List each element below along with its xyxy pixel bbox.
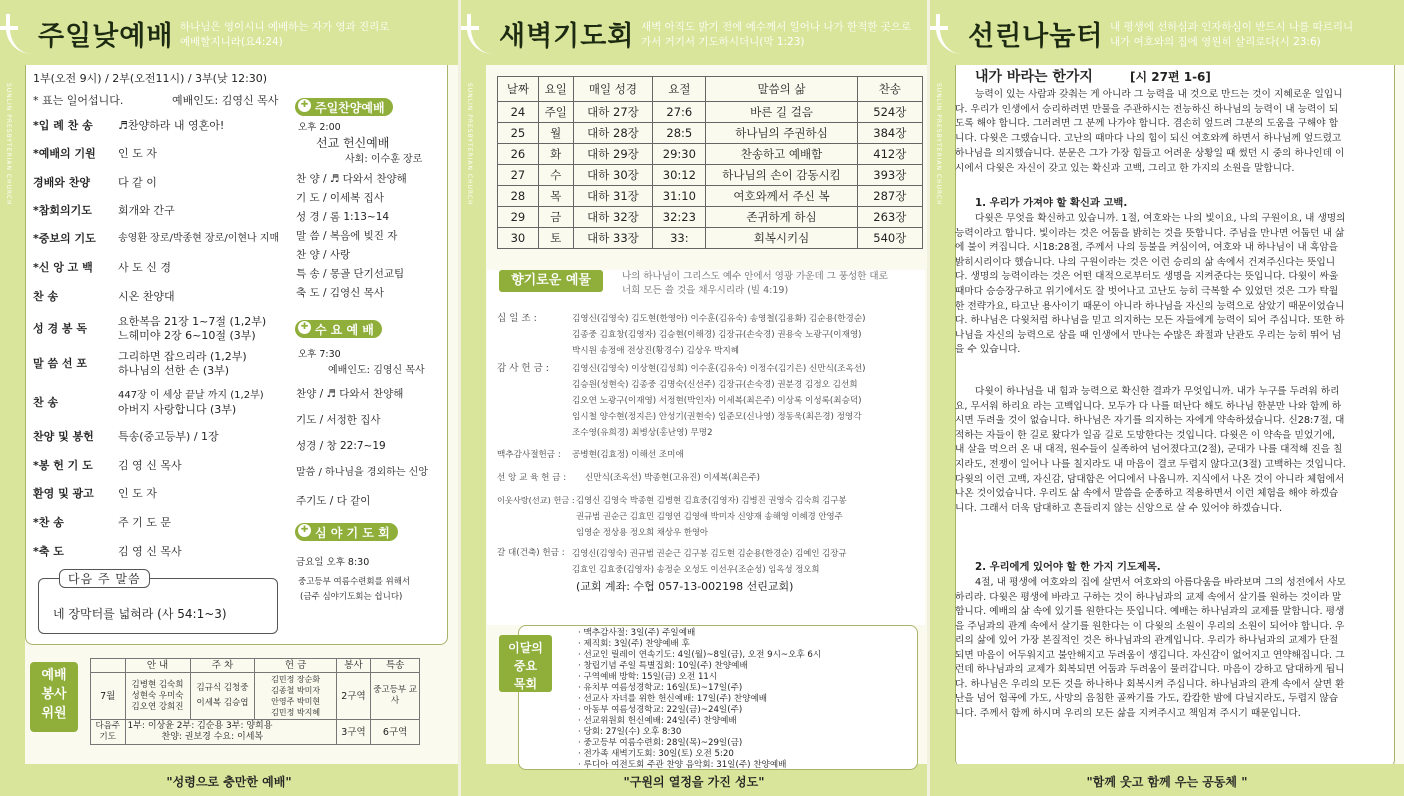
table-header: 말씀의 삶 <box>706 77 857 102</box>
standing-note: * 표는 일어섭니다. <box>33 94 124 107</box>
list-item: · 구역예배 방학: 15일(금) 오전 11시 <box>578 672 718 682</box>
order-label: *찬 송 <box>33 516 64 529</box>
list-item: · 제직회: 3일(주) 찬양예배 후 <box>578 639 690 649</box>
worship-leader: 예배인도: 김영신 목사 <box>172 94 279 107</box>
table-cell: 3구역 <box>336 720 371 745</box>
table-header: 요절 <box>653 77 706 102</box>
dawn-prayer-table <box>497 76 923 249</box>
table-header: 특송 <box>371 659 420 673</box>
wed-leader: 예배인도: 김영신 목사 <box>328 365 425 376</box>
side-strip <box>0 65 25 764</box>
side-church-name: SUNLIN PRESBYTERIAN CHURCH <box>466 83 473 206</box>
order-value: 다 같 이 <box>118 176 157 189</box>
praise-line: 찬 양 / 사랑 <box>296 249 351 261</box>
offering-label: 감 사 헌 금 : <box>497 363 549 374</box>
article-reference: [시 27편 1-6] <box>1130 70 1211 84</box>
offering-label: 선 앙 교 육 헌 금 : <box>497 473 567 483</box>
list-item: · 창립기념 주일 특별집회: 10일(주) 찬양예배 <box>578 661 748 671</box>
table-cell: 중고등부 교사 <box>371 673 420 720</box>
article-subheading: 2. 우리에게 있어야 할 한 가지 기도제목. <box>975 561 1161 573</box>
order-value: 인 도 자 <box>118 487 157 500</box>
offering-line: 김오연 노광구(이재영) 서정현(박인자) 이세복(최은주) 이상록 이성록(최승덕) <box>572 396 862 406</box>
panel-title: 선린나눔터 <box>968 21 1104 52</box>
offering-label: 맥추감사절헌금 : <box>497 450 561 460</box>
table-row: 27 수 대하 30장 30:12 하나님의 손이 감동시킴 393장 <box>498 165 923 186</box>
offering-line: 임시철 양수현(정지은) 안성기(권현숙) 임준모(신나영) 정동욱(최은경) 정영각 <box>572 412 862 422</box>
offering-line: 김영신 김영숙 박종현 김병현 김효중(김영자) 김병진 권영숙 김숙희 김구봉 <box>576 495 847 505</box>
table-cell: 6구역 <box>371 720 420 745</box>
order-label: *입 례 찬 송 <box>33 119 93 132</box>
service-times: 1부(오전 9시) / 2부(오전11시) / 3부(낮 12:30) <box>33 72 268 85</box>
side-strip <box>930 65 955 764</box>
offering-heading: 향기로운 예물 <box>499 270 603 292</box>
night-time: 금요일 오후 8:30 <box>296 557 370 568</box>
article-paragraph: 다윗은 무엇을 확신하고 있습니까. 1절, 여호와는 나의 빛이요, 나의 구원이요, 내 생명의 능력이라고 합니다. 빛이라는 것은 어둠을 밝히는 것을 뜻합니다. 주님을 만나면 어둡던 내 삶에 불이 켜집니다. 시18:28절, 주께서 나의 등불을 켜심이여, 여호와 내 하나님이 내 흑암을 밝히시리이다 했습니다. 나의 구원이라는 것은 이런 승리의 삶 속에서 건져주신다는 뜻입니다. 생명의 능력이라는 것은 어떤 대적으로부터도 생명을 지켜준다는 뜻입니다. 다윗이 싸울 때마다 승승장구하고 위기에서도 잘 벗어나고 고난도 능히 극복할 수 있었던 것은 그가 탁월한 전략가요, 타고난 용사이기 때문이 아니라 하나님을 자신의 능력으로 삼았기 때문이었습니다. 하나님은 다윗처럼 하나님을 믿고 의지하는 모든 자들에게 능력이 되어 주십니다. 또한 하나님을 자신의 능력으로 삼을 때 인생에서 만나는 수많은 좌절과 난관도 우리는 능히 뛰어 넘을 수 있습니다. <box>955 213 1346 356</box>
table-row: 25 월 대하 28장 28:5 하나님의 주권하심 384장 <box>498 123 923 144</box>
table-cell: 2구역 <box>336 673 371 720</box>
table-row <box>91 673 420 720</box>
table-cell: 김병현 김숙희 성현숙 우미숙 김오연 강희진 <box>125 673 190 720</box>
panel-title: 주일낮예배 <box>38 21 174 52</box>
wed-line: 기도 / 서정한 집사 <box>296 414 381 426</box>
table-header: 봉사 <box>336 659 371 673</box>
order-value: 회개와 간구 <box>118 204 175 217</box>
offering-line: 임영순 정상용 정오희 채상우 한영아 <box>576 527 709 537</box>
offering-line: 조수영(유희경) 최병상(홍난영) 무명2 <box>572 428 713 438</box>
table-header: 매일 성경 <box>573 77 653 102</box>
list-item: · 루디아 여전도회 주관 찬양 음악회: 31일(주) 찬양예배 <box>578 760 787 770</box>
order-label: 성 경 봉 독 <box>33 322 87 335</box>
offering-line: 김종중 김효창(김영자) 김승현(이해경) 김장규(손숙경) 권용숙 노광구(이재영) <box>572 330 862 340</box>
list-item: · 유치부 여름성경학교: 16일(토)~17일(주) <box>578 683 743 693</box>
order-label: *봉 헌 기 도 <box>33 459 93 472</box>
list-item: · 맥추감사절: 3일(주) 주일예배 <box>578 628 696 638</box>
bank-account: (교회 계좌: 수협 057-13-002198 선린교회) <box>576 580 794 593</box>
header-verse: 내 평생에 선하심과 인자하심이 반드시 나를 따르리니 내가 여호와의 집에 영원히 살리로다(시 23:6) <box>1110 21 1354 48</box>
order-label: *예배의 기원 <box>33 147 96 160</box>
schedule-label: 이달의 중요 목회 <box>499 635 552 692</box>
table-cell: 김규식 김청중 이세복 김승엽 <box>190 673 255 720</box>
panel-header <box>0 0 458 65</box>
table-row <box>91 659 420 673</box>
wed-time: 오후 7:30 <box>298 349 341 360</box>
order-value-2: 하나님의 선한 손 (3부) <box>118 364 230 377</box>
list-item: · 전가족 새벽기도회: 30일(토) 오전 5:20 <box>578 749 734 759</box>
list-item: · 선교인 릴레이 연속기도: 4일(월)~8일(금), 오전 9시~오후 6시 <box>578 650 822 660</box>
table-header: 찬송 <box>857 77 922 102</box>
order-label: *중보의 기도 <box>33 232 96 245</box>
table-row: 26 화 대하 29장 29:30 찬송하고 예배함 412장 <box>498 144 923 165</box>
table-cell: 김민정 장순화 김종철 박미자 안영주 박미현 김민정 박지혜 <box>255 673 336 720</box>
leaf-cross-icon <box>467 14 493 54</box>
night-note: (금주 심야기도회는 쉽니다) <box>300 592 403 602</box>
side-church-name: SUNLIN PRESBYTERIAN CHURCH <box>935 83 942 206</box>
article-paragraph: 다윗이 하나님을 내 힘과 능력으로 확신한 결과가 무엇입니까. 내가 누구를 두려워 하리요, 무서워 하리요 라는 고백입니다. 모두가 다 나를 떠난다 해도 하나님 한분만 나와 함께 하시면 두려울 것이 없습니다. 하나님은 자기를 의지하는 자에게 약속하셨습니다. 신28:7절, 대적하는 자들이 한 길로 왔다가 일곱 길로 도망한다는 것입니다. 다윗은 이 약속을 믿었기에, 내 살을 먹으러 온 내 대적, 원수들이 실족하여 넘어졌다고(2절), 군대가 나를 대적해 진을 칠지라도, 전쟁이 일어나 나를 칠지라도 내 마음이 결코 두렵지 않다고(3절) 고백하는 것입니다. 다윗의 이런 고백, 자신감, 담대함은 어디에서 나옵니까. 지식에서 나온 것이 아니라 체험에서 나온 것이었습니다. 우리도 삶 속에서 말씀을 순종하고 적용하면서 이런 체험을 해야 하겠습니다. 그래서 더욱 담대하고 흔들리지 않는 신앙으로 살 수 있어야 하겠습니다. <box>955 386 1346 514</box>
table-cell: 7월 <box>91 673 126 720</box>
order-value: 그리하면 잡으리라 (1,2부) <box>118 350 247 363</box>
praise-service-heading: ✚ 주일찬양예배 <box>295 98 393 116</box>
offering-line: 김영신(김영숙) 권규범 권순근 김구봉 김도현 김순용(한경순) 김예인 김장규 <box>572 548 847 558</box>
order-value: 인 도 자 <box>118 147 157 160</box>
praise-line: 기 도 / 이세복 집사 <box>296 192 384 204</box>
side-church-name: SUNLIN PRESBYTERIAN CHURCH <box>5 83 12 206</box>
offering-line: 김효인 김효중(김영자) 송정순 오성도 이선우(조순성) 임옥성 정오희 <box>572 564 820 574</box>
praise-leader: 사회: 이수훈 장로 <box>345 154 423 165</box>
article-title: 내가 바라는 한가지 <box>975 69 1093 85</box>
order-value: 요한복음 21장 1~7절 (1,2부) <box>118 315 267 328</box>
order-value-2: 느헤미야 2장 6~10절 (3부) <box>118 329 256 342</box>
leaf-cross-icon <box>936 14 962 54</box>
panel-header <box>930 0 1404 65</box>
table-row: 28 목 대하 31장 31:10 여호와께서 주신 복 287장 <box>498 186 923 207</box>
offering-label: 이웃사랑(선교) 헌금 : <box>497 495 575 505</box>
praise-line: 특 송 / 몽골 단기선교팀 <box>296 268 405 280</box>
list-item: · 선교위원회 헌신예배: 24일(주) 찬양예배 <box>578 716 737 726</box>
wed-line: 말씀 / 하나님을 경외하는 신앙 <box>296 467 429 478</box>
table-cell: 1부: 이상윤 2부: 김순용 3부: 양희용 찬양: 권보경 수요: 이세복 <box>125 720 336 745</box>
offering-line: 박시원 송정애 전상진(황경수) 김상우 박지혜 <box>572 346 740 356</box>
order-value: 김 영 신 목사 <box>118 545 182 558</box>
praise-title: 선교 헌신예배 <box>316 136 390 150</box>
praise-line: 말 씀 / 복음에 빚진 자 <box>296 230 398 242</box>
next-week-text: 네 장막터를 넓혀라 (사 54:1~3) <box>53 607 227 621</box>
next-week-sermon <box>38 572 278 634</box>
praise-time: 오후 2:00 <box>298 122 341 133</box>
praise-line: 축 도 / 김영신 목사 <box>296 287 384 299</box>
wed-line: 찬양 / ♬ 다와서 찬양해 <box>296 388 404 400</box>
order-label: *참회의기도 <box>33 204 92 217</box>
offering-line: 김승원(성현숙) 김종중 김명숙(신선주) 김장규(손숙경) 권분경 김정오 김선희 <box>572 380 858 390</box>
praise-line: 찬 양 / ♬ 다와서 찬양해 <box>296 173 407 185</box>
wednesday-service-heading: ✚ 수 요 예 배 <box>295 320 382 338</box>
table-cell: 다음주 기도 <box>91 720 126 745</box>
table-row <box>498 77 923 102</box>
service-table <box>90 658 420 745</box>
wed-line: 성경 / 창 22:7~19 <box>296 440 386 452</box>
order-value: 특송(중고등부) / 1장 <box>118 430 219 443</box>
order-label: 찬 송 <box>33 396 59 409</box>
panel-footer: "성령으로 충만한 예배" <box>0 764 458 796</box>
panel-sunday-worship <box>0 0 458 796</box>
article-paragraph: 4절, 내 평생에 여호와의 집에 살면서 여호와의 아름다움을 바라보며 그의 성전에서 사모하리라. 다윗은 평생에 바라고 구하는 것이 하나님과의 교제 속에서 살기를 원하는 것이라 말합니다. 예배의 삶 속에 있기를 원한다는 뜻입니다. 예배는 하나님과의 교제를 말합니다. 평생을 주님과의 관계 속에서 살기를 원한다는 이 다윗의 소원이 우리의 소원이 되어야 합니다. 우리의 삶에 있어 가장 본질적인 것은 하나님과의 관계입니다. 우리가 하나님과의 교제가 단절되면 마음이 어두워지고 불안해지고 두려움이 생깁니다. 자신감이 없어지고 연약해집니다. 그런데 하나님과의 교제가 회복되면 어둠과 두려움이 물러갑니다. 마음이 강하고 담대하게 됩니다. 하나님은 우리의 모든 것을 하나하나 회복시켜 주십니다. 하나님과의 관계 속에서 살면 환난을 넘어 험곡에 가도, 사망의 음침한 골짜기를 가도, 캄캄한 밤에 다닐지라도, 두렵지 않습니다. 주께서 함께 하시며 우리의 모든 삶을 지켜주시고 책임져 주시기 때문입니다. <box>955 577 1346 719</box>
order-value-2: 아버지 사랑합니다 (3부) <box>118 403 237 416</box>
list-item: · 당회: 27일(수) 오후 8:30 <box>578 727 682 737</box>
offering-label: 갈 대(건축) 헌금 : <box>497 548 565 558</box>
order-value: 김 영 신 목사 <box>118 459 182 472</box>
panel-title: 새벽기도회 <box>499 21 635 52</box>
night-prayer-heading: ✚ 심 야 기 도 회 <box>295 523 398 541</box>
panel-header <box>461 0 927 65</box>
order-label: *신 앙 고 백 <box>33 261 93 274</box>
service-committee-label: 예배 봉사 위원 <box>30 662 78 732</box>
offering-verse: 나의 하나님이 그리스도 예수 안에서 영광 가운데 그 풍성한 대로 <box>622 271 888 282</box>
offering-verse: 너희 모든 쓸 것을 채우시리라 (빌 4:19) <box>622 285 789 296</box>
order-value: ♬찬양하라 내 영혼아! <box>118 119 225 132</box>
header-verse: 새벽 아직도 밝기 전에 예수께서 일어나 나가 한적한 곳으로 가서 거기서 기도하시더니(막 1:23) <box>641 21 912 48</box>
header-verse: 하나님은 영이시니 예배하는 자가 영과 진리로 예배할지니라(요4:24) <box>180 21 390 48</box>
table-header: 주 차 <box>190 659 255 673</box>
order-value: 주 기 도 문 <box>118 516 171 529</box>
next-week-label: 다음 주 말씀 <box>59 569 150 588</box>
offering-line: 김영신(김영숙) 김도현(한영아) 이수훈(김유숙) 송영철(김용화) 김순용(한경순) <box>572 314 866 324</box>
article-paragraph: 능력이 있는 사람과 갖춰는 게 아니라 그 능력을 내 것으로 만드는 것이 지혜로운 일입니다. 우리가 인생에서 승리하려면 만물을 주관하시는 전능하신 하나님의 능력이 내 능력이 되도록 해야 합니다. 그러려면 그 분께 나가야 합니다. 겸손히 엎드려 그분의 도움을 구해야 합니다. 다윗은 그랬습니다. 고난의 때마다 나의 힘이 되신 여호와께 하면서 하나님께 엎드렸고 하나님을 의지했습니다. 분문은 그가 가장 힘들고 어려운 상황일 때 썼던 시 중의 하나인데 이 시에서 다윗은 자신이 갖고 있는 확신과 고백, 그리고 한 가지의 소원을 말합니다. <box>955 89 1345 174</box>
panel-footer: "함께 웃고 함께 우는 공동체 " <box>930 764 1404 796</box>
table-row: 30 토 대하 33장 33: 회복시키심 540장 <box>498 228 923 249</box>
order-value: 시온 찬양대 <box>118 290 175 303</box>
offering-line: 신만식(조옥선) 박종현(고유진) 이세복(최은주) <box>585 473 761 483</box>
side-strip <box>461 65 486 764</box>
order-value: 사 도 신 경 <box>118 261 171 274</box>
table-row <box>91 720 420 745</box>
table-row: 24 주일 대하 27장 27:6 바른 길 걸음 524장 <box>498 102 923 123</box>
praise-line: 성 경 / 롬 1:13~14 <box>296 211 390 223</box>
offering-line: 권규범 권순근 김효민 김영연 김영애 박미자 신양재 송해영 이혜경 안영주 <box>576 511 843 521</box>
order-label: 경배와 찬양 <box>33 176 90 189</box>
list-item: · 중고등부 여름수련회: 28일(목)~29일(금) <box>578 738 743 748</box>
leaf-cross-icon <box>6 14 32 54</box>
wed-line: 주기도 / 다 같이 <box>296 495 371 507</box>
table-header: 안 내 <box>125 659 190 673</box>
table-header: 날짜 <box>498 77 539 102</box>
order-label: 환영 및 광고 <box>33 487 94 500</box>
order-value: 447장 이 세상 끝날 까지 (1,2부) <box>118 390 264 401</box>
table-row: 29 금 대하 32장 32:23 존귀하게 하심 263장 <box>498 207 923 228</box>
order-label: 찬 송 <box>33 290 59 303</box>
table-header: 헌 금 <box>255 659 336 673</box>
list-item: · 아동부 여름성경학교: 22일(금)~24일(주) <box>578 705 743 715</box>
night-note: 중고등부 여름수련회를 위해서 <box>298 577 411 587</box>
offering-label: 십 일 조 : <box>497 313 537 324</box>
panel-footer: "구원의 열정을 가진 성도" <box>461 764 927 796</box>
list-item: · 선교사 자녀를 위한 헌신예배: 17일(주) 찬양예배 <box>578 694 768 704</box>
offering-line: 공병현(김효정) 이해선 조미애 <box>572 450 684 460</box>
order-label: 말 씀 선 포 <box>33 357 87 370</box>
order-value: 송영환 장로/박종현 장로/이현나 지매 <box>118 233 280 244</box>
table-header: 요일 <box>538 77 573 102</box>
order-label: 찬양 및 봉헌 <box>33 430 94 443</box>
order-label: *축 도 <box>33 545 64 558</box>
article-subheading: 1. 우리가 가져야 할 확신과 고백. <box>975 197 1128 209</box>
offering-line: 김영신(김영숙) 이상현(김성희) 이수훈(김유숙) 이정수(김기은) 신만식(조옥선) <box>572 364 866 374</box>
